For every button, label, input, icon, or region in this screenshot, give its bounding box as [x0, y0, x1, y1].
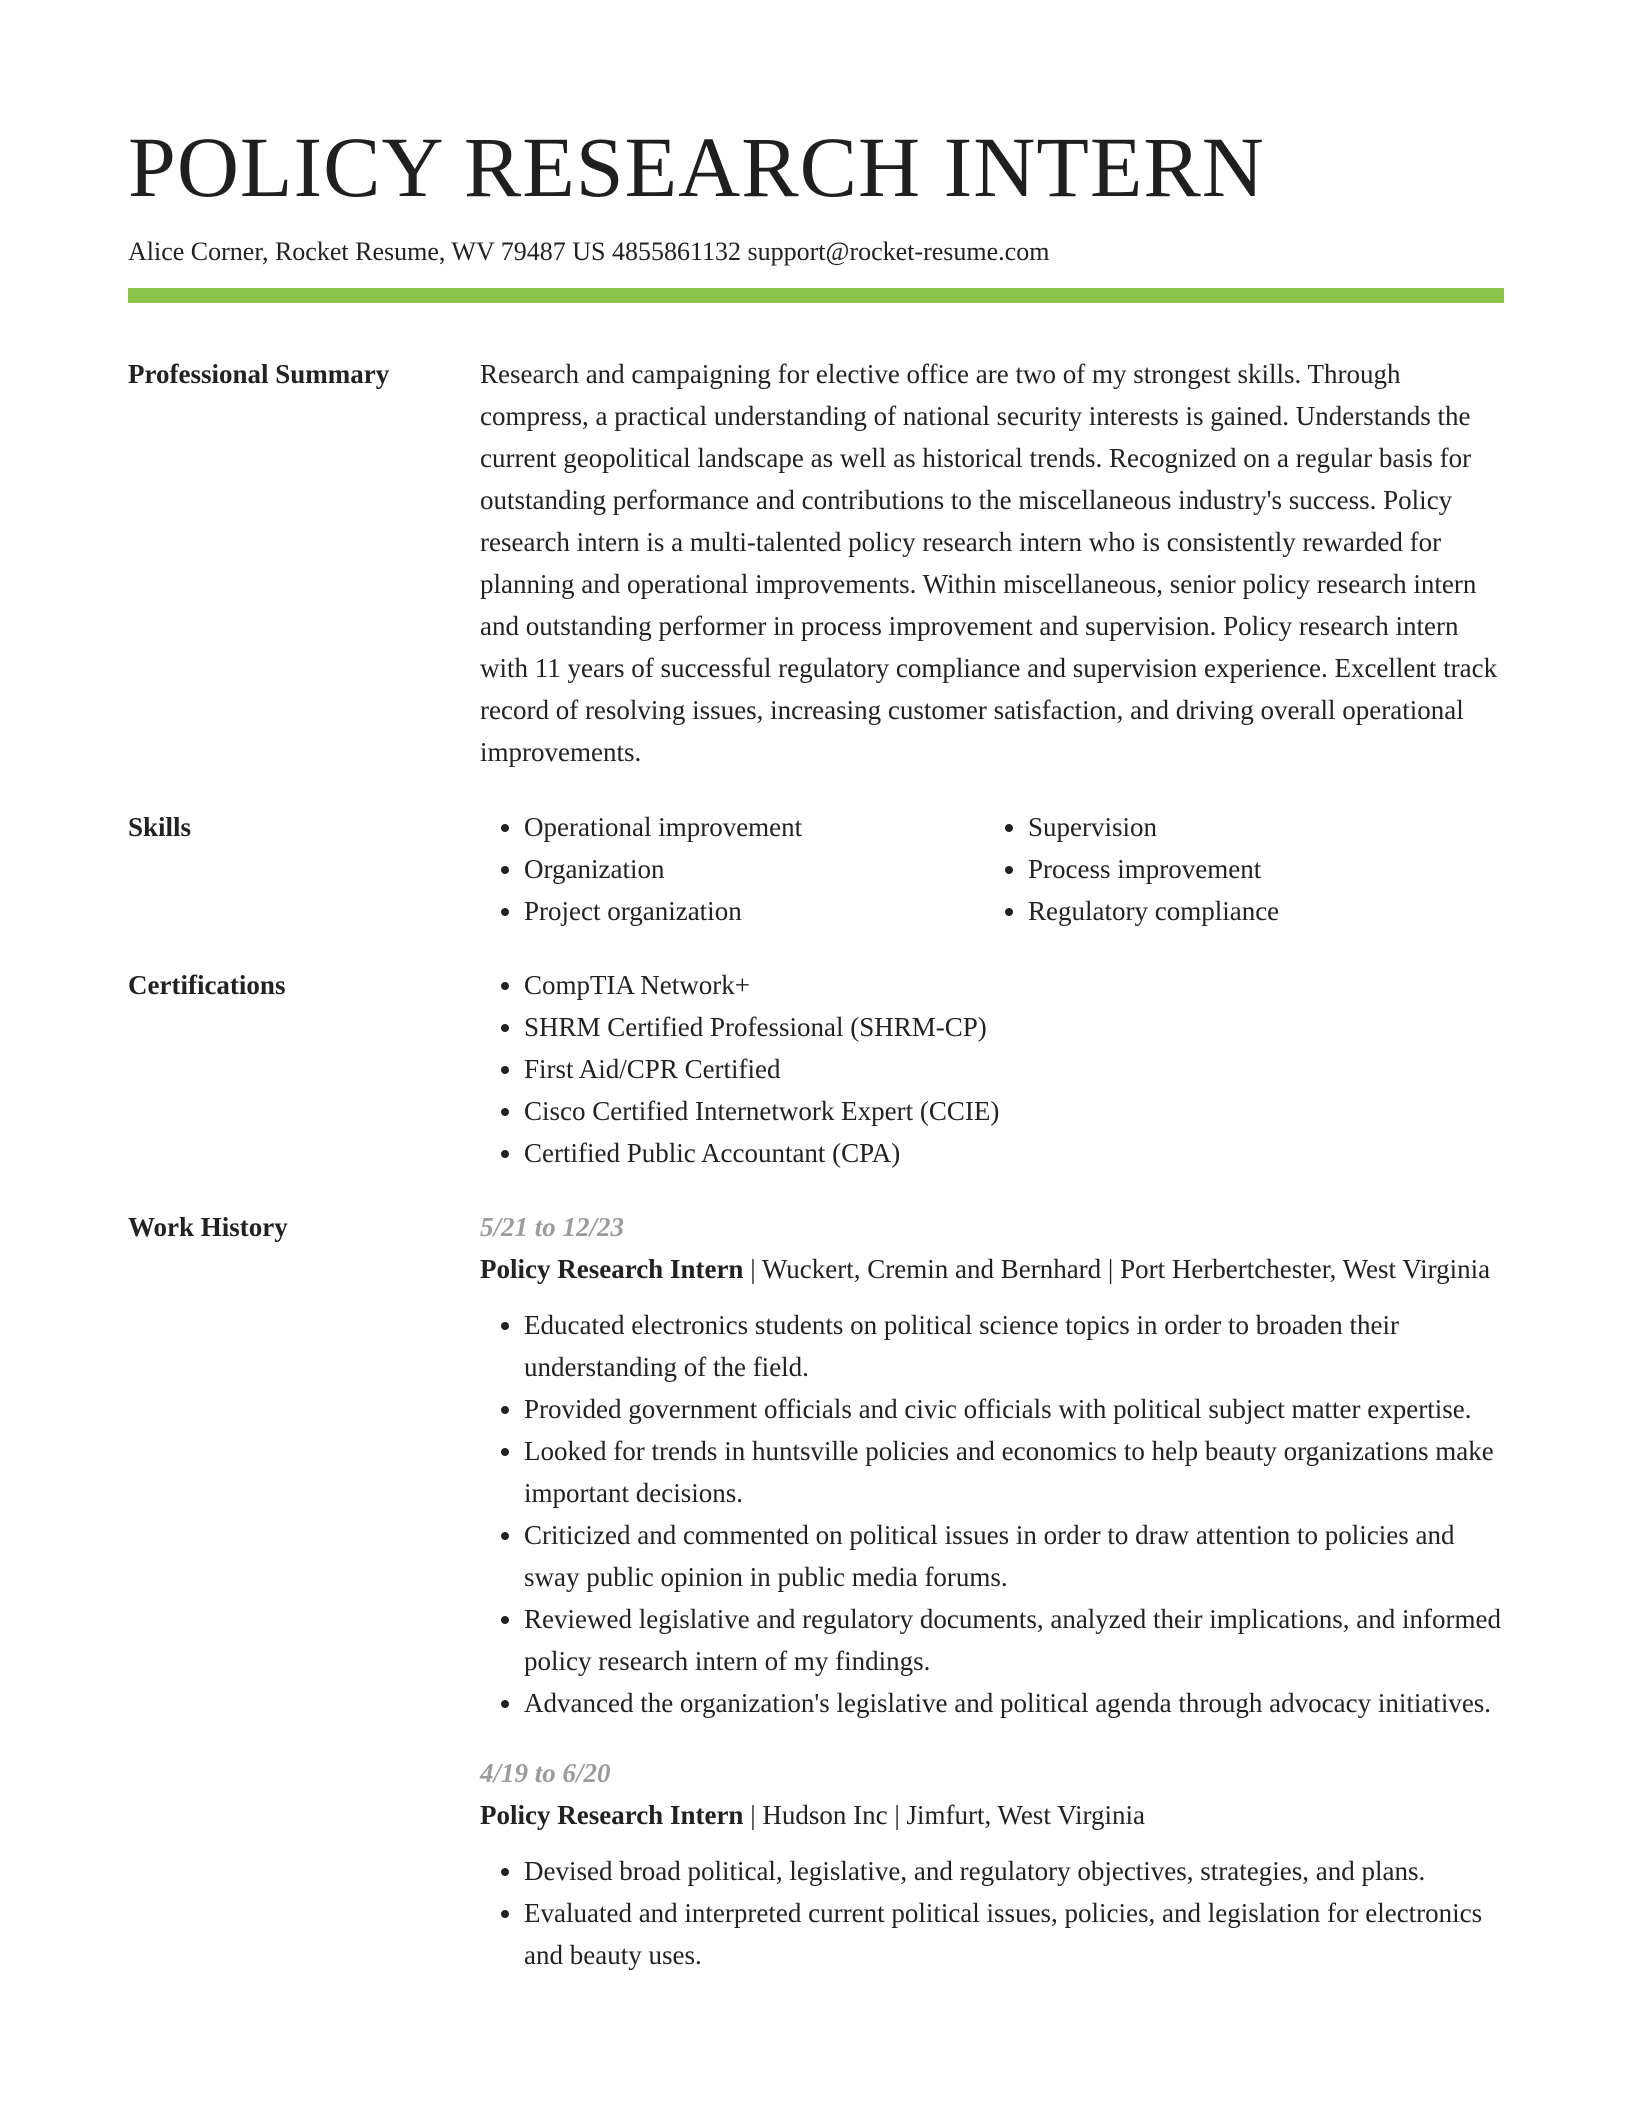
job-bullet: • Criticized and commented on political issues in order to draw attention to policies and sway public opinion in public media forums.	[524, 1514, 1504, 1598]
skill-item: • Regulatory compliance	[1028, 890, 1488, 932]
certifications-label: Certifications	[128, 970, 286, 1001]
job-header	[480, 1794, 1504, 1836]
job-title: Policy Research Intern	[480, 1800, 744, 1831]
summary-label: Professional Summary	[128, 359, 390, 390]
certification-item: • SHRM Certified Professional (SHRM-CP)	[524, 1006, 1504, 1048]
work-history-label: Work History	[128, 1212, 288, 1243]
skills-label: Skills	[128, 812, 192, 843]
accent-divider	[128, 288, 1504, 303]
job-bullet: • Evaluated and interpreted current political issues, policies, and legislation for electronics and beauty uses.	[524, 1892, 1504, 1976]
skill-item: • Project organization	[524, 890, 984, 932]
certifications-body	[480, 964, 1504, 1174]
job-bullet: • Looked for trends in huntsville policies and economics to help beauty organizations make important decisions.	[524, 1430, 1504, 1514]
skills-list-left	[480, 806, 984, 932]
job-bullet: • Devised broad political, legislative, and regulatory objectives, strategies, and plans.	[524, 1850, 1504, 1892]
skills-column-right	[984, 806, 1488, 932]
work-history-body	[480, 1206, 1504, 1976]
certifications-section	[128, 964, 1504, 1174]
skills-grid	[480, 806, 1504, 932]
job-entry	[480, 1206, 1504, 1724]
skill-item: • Operational improvement	[524, 806, 984, 848]
summary-text: Research and campaigning for elective office are two of my strongest skills. Through compress, a practical understanding of national security interests is gained. Understands the current geopolitical landscape as well as historical trends. Recognized on a regular basis for outstanding performance and contributions to the miscellaneous industry's success. Policy research intern is a multi-talented policy research intern who is consistently rewarded for planning and operational improvements. Within miscellaneous, senior policy research intern and outstanding performer in process improvement and supervision. Policy research intern with 11 years of successful regulatory compliance and supervision experience. Excellent track record of resolving issues, increasing customer satisfaction, and driving overall operational improvements.	[480, 359, 1498, 768]
resume-title: POLICY RESEARCH INTERN	[128, 119, 1265, 215]
job-dates: 5/21 to 12/23	[480, 1212, 625, 1243]
skills-column-left	[480, 806, 984, 932]
certification-item: • First Aid/CPR Certified	[524, 1048, 1504, 1090]
skill-item: • Organization	[524, 848, 984, 890]
job-details: | Wuckert, Cremin and Bernhard | Port Herbertchester, West Virginia	[743, 1254, 1491, 1285]
job-entry	[480, 1752, 1504, 1976]
job-bullets	[480, 1850, 1504, 1976]
job-title: Policy Research Intern	[480, 1254, 744, 1285]
summary-section	[128, 353, 1504, 773]
summary-body	[480, 353, 1504, 773]
job-header	[480, 1248, 1504, 1290]
skills-section	[128, 806, 1504, 932]
contact-line: Alice Corner, Rocket Resume, WV 79487 US 4855861132 support@rocket-resume.com	[128, 236, 1050, 266]
resume-page	[128, 120, 1504, 1976]
certifications-list	[480, 964, 1504, 1174]
job-bullets	[480, 1304, 1504, 1724]
skill-item: • Supervision	[1028, 806, 1488, 848]
skill-item: • Process improvement	[1028, 848, 1488, 890]
certification-item: • CompTIA Network+	[524, 964, 1504, 1006]
job-details: | Hudson Inc | Jimfurt, West Virginia	[743, 1800, 1145, 1831]
job-dates: 4/19 to 6/20	[480, 1758, 611, 1789]
job-bullet: • Educated electronics students on political science topics in order to broaden their understanding of the field.	[524, 1304, 1504, 1388]
certification-item: • Cisco Certified Internetwork Expert (CCIE)	[524, 1090, 1504, 1132]
job-bullet: • Provided government officials and civic officials with political subject matter expertise.	[524, 1388, 1504, 1430]
skills-list-right	[984, 806, 1488, 932]
job-bullet: • Advanced the organization's legislative and political agenda through advocacy initiatives.	[524, 1682, 1504, 1724]
work-history-section	[128, 1206, 1504, 1976]
certification-item: • Certified Public Accountant (CPA)	[524, 1132, 1504, 1174]
job-bullet: • Reviewed legislative and regulatory documents, analyzed their implications, and informed policy research intern of my findings.	[524, 1598, 1504, 1682]
